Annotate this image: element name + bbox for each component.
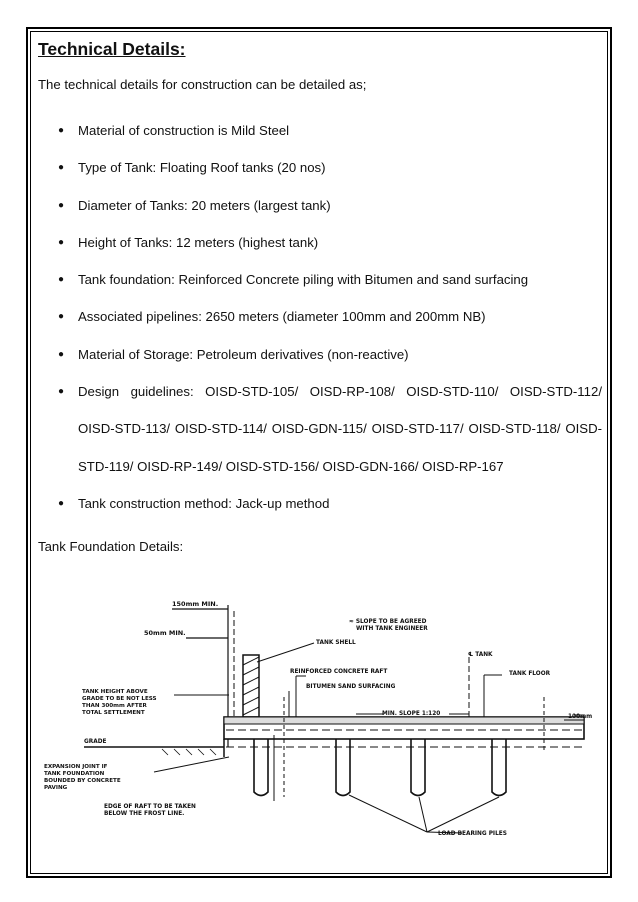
label-edge-1: EDGE OF RAFT TO BE TAKEN (104, 804, 196, 810)
label-edge-2: BELOW THE FROST LINE. (104, 811, 185, 817)
label-100mm: 100mm (568, 714, 593, 720)
label-piles: LOAD BEARING PILES (438, 831, 507, 837)
label-tank-height-1: TANK HEIGHT ABOVE (82, 689, 148, 695)
list-item: ● Material of Storage: Petroleum derivatives (non-reactive) (38, 336, 602, 373)
label-expansion-2: TANK FOUNDATION (44, 771, 105, 777)
tank-foundation-diagram (44, 597, 604, 849)
list-item: ● Tank construction method: Jack-up method (38, 485, 602, 522)
label-slope-note-1: ≈ SLOPE TO BE AGREED (349, 619, 427, 625)
section-heading: Technical Details: (38, 39, 186, 59)
label-expansion-4: PAVING (44, 785, 68, 791)
list-item: ● Material of construction is Mild Steel (38, 112, 602, 149)
technical-details-list (38, 112, 602, 522)
label-cl-tank: ℄ TANK (468, 652, 493, 658)
label-raft: REINFORCED CONCRETE RAFT (290, 669, 388, 675)
label-tank-floor: TANK FLOOR (509, 671, 551, 677)
document-body (38, 38, 602, 556)
label-tank-height-4: TOTAL SETTLEMENT (82, 710, 145, 716)
label-tank-height-3: THAN 300mm AFTER (82, 703, 147, 709)
label-min-slope: MIN. SLOPE 1:120 (382, 711, 441, 717)
list-item: ● Diameter of Tanks: 20 meters (largest tank) (38, 187, 602, 224)
label-50mm-min: 50mm MIN. (144, 629, 186, 637)
label-tank-height-2: GRADE TO BE NOT LESS (82, 696, 157, 702)
intro-paragraph: The technical details for construction can be detailed as; (38, 77, 367, 92)
label-150mm-min: 150mm MIN. (172, 600, 219, 608)
foundation-heading: Tank Foundation Details: (38, 539, 184, 555)
label-slope-note-2: WITH TANK ENGINEER (356, 626, 428, 632)
list-item: ● Type of Tank: Floating Roof tanks (20 nos) (38, 149, 602, 186)
list-item: ● Tank foundation: Reinforced Concrete piling with Bitumen and sand surfacing (38, 261, 602, 298)
label-expansion-3: BOUNDED BY CONCRETE (44, 778, 121, 784)
list-item: ● Design guidelines: OISD-STD-105/ OISD-RP-108/ OISD-STD-110/ OISD-STD-112/ OISD-STD-113/ OISD-STD-114/ OISD-GDN-115/ OISD-STD-117/ OISD-STD-118/ OISD-STD-119/ OISD-RP-149/ OISD-STD-156/ OISD-GDN-166/ OISD-RP-167 (38, 373, 602, 485)
label-grade: GRADE (84, 739, 107, 745)
list-item: ● Height of Tanks: 12 meters (highest tank) (38, 224, 602, 261)
label-bitumen: BITUMEN SAND SURFACING (306, 684, 396, 690)
label-expansion-1: EXPANSION JOINT IF (44, 764, 108, 770)
list-item: ● Associated pipelines: 2650 meters (diameter 100mm and 200mm NB) (38, 298, 602, 335)
label-tank-shell: TANK SHELL (316, 640, 356, 646)
